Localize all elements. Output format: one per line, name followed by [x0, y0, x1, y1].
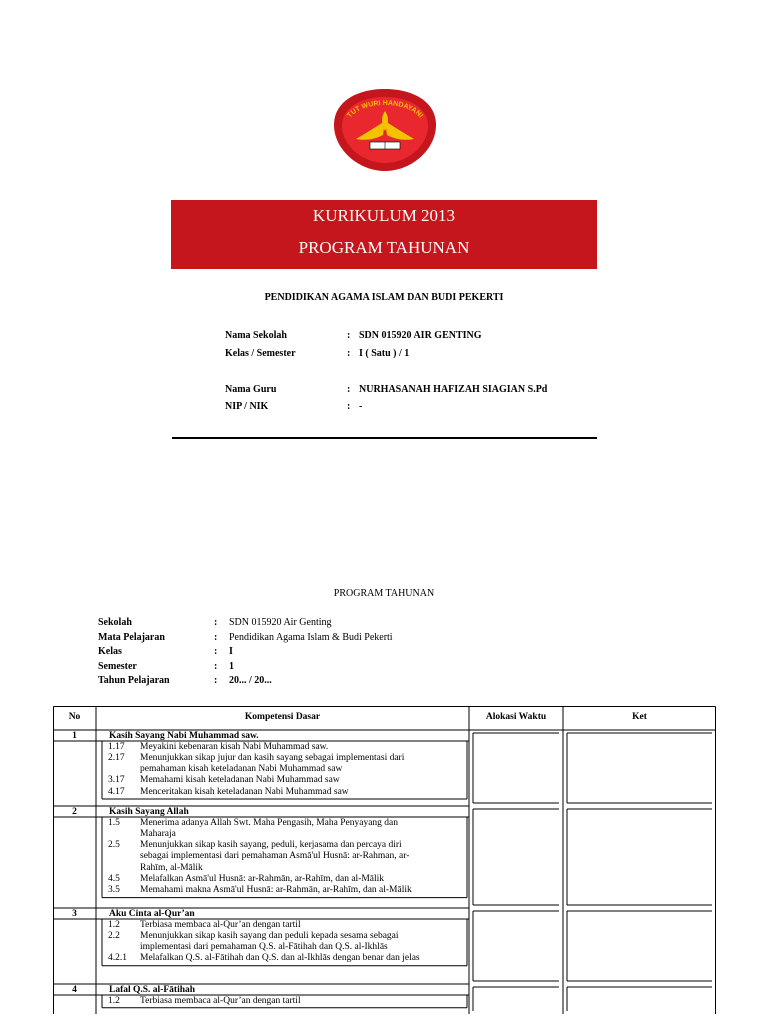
competency-code: 2.17	[108, 752, 125, 763]
competency-code: 1.17	[108, 741, 125, 752]
competency-text: Terbiasa membaca al-Qur’an dengan tartil	[140, 995, 301, 1006]
competency-text: Rahīm, al-Mālik	[140, 862, 203, 873]
logo-motto: TUT WURI HANDAYANI	[346, 99, 424, 120]
title-banner	[171, 200, 597, 269]
table-header-cell: Alokasi Waktu	[485, 712, 547, 722]
competency-text: Terbiasa membaca al-Qur’an dengan tartil	[140, 919, 301, 930]
group-number: 2	[72, 807, 77, 817]
competency-text: Menerima adanya Allah Swt. Maha Pengasih, Maha Penyayang dan	[140, 817, 399, 828]
table-header-cell: Ket	[632, 712, 647, 722]
group-number: 3	[72, 909, 77, 919]
competency-text: Menunjukkan sikap kasih sayang, peduli, kerjasama dan percaya diri	[140, 840, 402, 851]
competency-text: Maharaja	[140, 828, 176, 839]
cover-row-teacher: Nama Guru : NURHASANAH HAFIZAH SIAGIAN S.Pd	[225, 384, 548, 395]
competency-code: 3.17	[108, 775, 125, 786]
competency-text: Memahami kisah keteladanan Nabi Muhammad saw	[140, 775, 340, 786]
competency-code: 2.5	[108, 840, 120, 851]
horizontal-rule	[172, 437, 597, 439]
group-number: 1	[72, 731, 77, 741]
cover-info-block	[225, 330, 625, 420]
competency-text: Menunjukkan sikap jujur dan kasih sayang sebagai implementasi dari	[140, 752, 405, 763]
banner-line-program: PROGRAM TAHUNAN	[298, 238, 470, 257]
competency-text: Memahami makna Asmā'ul Husnā: ar-Rahmān, ar-Rahīm, dan al-Mālik	[140, 885, 412, 896]
table-header-cell: No	[68, 712, 81, 722]
competency-text: Meyakini kebenaran kisah Nabi Muhammad saw.	[140, 741, 329, 752]
competency-code: 2.2	[108, 930, 120, 941]
table-header-cell: Kompetensi Dasar	[244, 712, 321, 722]
tut-wuri-handayani-logo	[332, 87, 438, 173]
group-number: 4	[72, 985, 77, 995]
competency-text: implementasi dari pemahaman Q.S. al-Fātihah dan Q.S. al-Ikhlās	[140, 942, 388, 953]
competency-code: 1.2	[108, 995, 120, 1006]
competency-text: pemahaman kisah keteladanan Nabi Muhammad saw	[140, 764, 343, 775]
competency-code: 1.5	[108, 817, 120, 828]
cover-row-nip: NIP / NIK : -	[225, 401, 363, 412]
competency-text: Menceritakan kisah keteladanan Nabi Muhammad saw	[140, 786, 349, 797]
competency-code: 4.2.1	[108, 953, 127, 964]
group-title: Lafal Q.S. al-Fātihah	[109, 985, 196, 995]
group-title: Kasih Sayang Allah	[109, 807, 189, 817]
group-title: Aku Cinta al-Qur’an	[109, 909, 195, 919]
competency-text: Melafalkan Asmā'ul Husnā: ar-Rahmān, ar-Rahīm, dan al-Mālik	[140, 874, 385, 884]
subject-title: PENDIDIKAN AGAMA ISLAM DAN BUDI PEKERTI	[264, 292, 504, 303]
competency-text: sebagai implementasi dari pemahaman Asmā'ul Husnā: ar-Rahman, ar-	[140, 851, 410, 862]
competency-code: 4.17	[108, 786, 125, 797]
banner-line-curriculum: KURIKULUM 2013	[312, 206, 456, 225]
competency-code: 3.5	[108, 885, 120, 896]
cover-row-school: Nama Sekolah : SDN 015920 AIR GENTING	[225, 330, 482, 341]
school-info-block: Sekolah : SDN 015920 Air Genting Mata Pelajaran : Pendidikan Agama Islam & Budi Pekerti Kelas : I Semester : 1 Tahun Pelajaran : 20... / 20...	[98, 617, 393, 686]
competency-table	[53, 706, 716, 1014]
section-title: PROGRAM TAHUNAN	[333, 588, 435, 599]
cover-row-class: Kelas / Semester : I ( Satu ) / 1	[225, 348, 410, 359]
competency-text: Menunjukkan sikap kasih sayang dan peduli kepada sesama sebagai	[140, 930, 399, 941]
competency-text: Melafalkan Q.S. al-Fātihah dan Q.S. dan al-Ikhlās dengan benar dan jelas	[140, 953, 420, 964]
competency-code: 4.5	[108, 874, 120, 884]
competency-code: 1.2	[108, 919, 120, 930]
group-title: Kasih Sayang Nabi Muhammad saw.	[109, 731, 259, 741]
